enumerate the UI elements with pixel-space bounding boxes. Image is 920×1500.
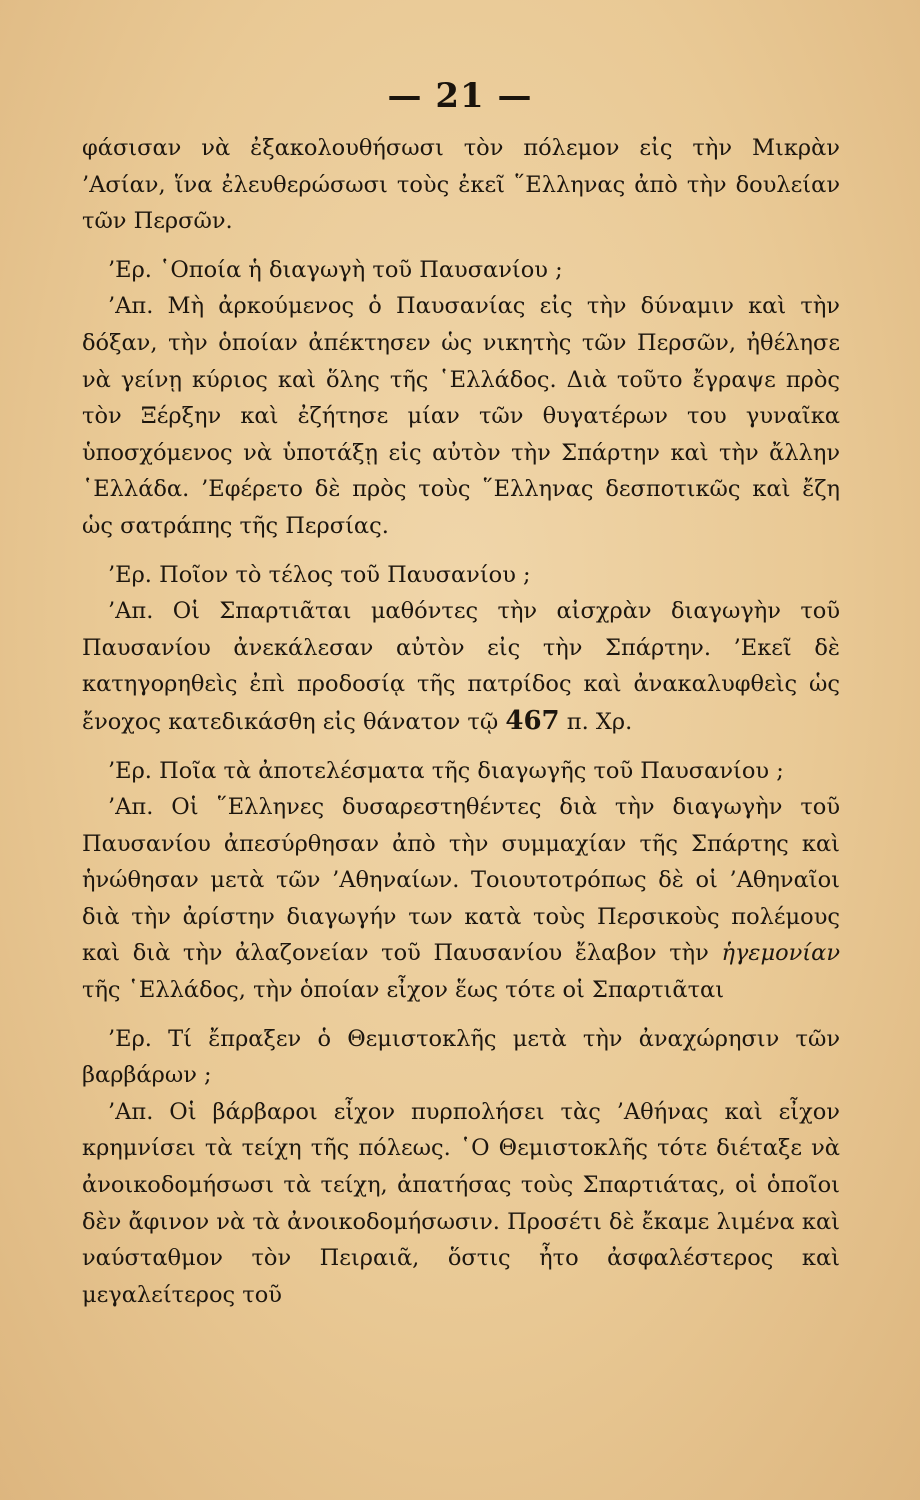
answer-text-part: ’Απ. Οἱ Σπαρτιᾶται μαθόντες τὴν αἰσχρὰν διαγωγὴν τοῦ Παυσανίου ἀνεκάλεσαν αὐτὸν εἰς τὴν Σπάρτην. ’Εκεῖ δὲ κατηγορηθεὶς ἐπὶ προδοσίᾳ τῆς πατρίδος καὶ ἀνακαλυφθεὶς ὡς ἔνοχος κατεδικάσθη εἰς θάνατον τῷ — [82, 598, 840, 735]
answer-text-part: ’Απ. Οἱ ῞Ελληνες δυσαρεστηθέντες διὰ τὴν διαγωγὴν τοῦ Παυσανίου ἀπεσύρθησαν ἀπὸ τὴν συμμαχίαν τῆς Σπάρτης καὶ ἡνώθησαν μετὰ τῶν ’Αθηναίων. Τοιουτοτρόπως δὲ οἱ ’Αθηναῖοι διὰ τὴν ἀρίστην διαγωγήν των κατὰ τοὺς Περσικοὺς πολέμους καὶ διὰ τὴν ἀλαζονείαν τοῦ Παυσανίου ἔλαβον τὴν — [82, 794, 840, 967]
answer-conduct-pausanias: ’Απ. Μὴ ἀρκούμενος ὁ Παυσανίας εἰς τὴν δύναμιν καὶ τὴν δόξαν, τὴν ὁποίαν ἀπέκτησεν ὡς νικητὴς τῶν Περσῶν, ἠθέλησε νὰ γείνῃ κύριος καὶ ὅλης τῆς ῾Ελλάδος. Διὰ τοῦτο ἔγραψε πρὸς τὸν Ξέρξην καὶ ἐζήτησε μίαν τῶν θυγατέρων του γυναῖκα ὑποσχόμενος νὰ ὑποτάξῃ εἰς αὐτὸν τὴν Σπάρτην καὶ τὴν ἄλλην ῾Ελλάδα. ’Εφέρετο δὲ πρὸς τοὺς ῞Ελληνας δεσποτικῶς καὶ ἔζη ὡς σατράπης τῆς Περσίας. — [82, 293, 840, 539]
page-number: — 21 — — [387, 76, 533, 116]
answer-results-conduct — [82, 789, 840, 1009]
answer-text-part: τῆς ῾Ελλάδος, τὴν ὁποίαν εἶχον ἕως τότε οἱ Σπαρτιᾶται — [82, 977, 725, 1004]
paragraph-continuation: φάσισαν νὰ ἐξακολουθήσωσι τὸν πόλεμον εἰς τὴν Μικρὰν ’Ασίαν, ἵνα ἐλευθερώσωσι τοὺς ἐκεῖ ῞Ελληνας ἀπὸ τὴν δουλείαν τῶν Περσῶν. — [82, 135, 840, 235]
question-conduct-pausanias: ’Ερ. ῾Οποία ἡ διαγωγὴ τοῦ Παυσανίου ; — [108, 256, 563, 283]
question-results-conduct: ’Ερ. Ποῖα τὰ ἀποτελέσματα τῆς διαγωγῆς τοῦ Παυσανίου ; — [108, 757, 784, 784]
question-themistocles: ’Ερ. Τί ἔπραξεν ὁ Θεμιστοκλῆς μετὰ τὴν ἀναχώρησιν τῶν βαρβάρων ; — [82, 1025, 840, 1089]
year-number: 467 — [505, 705, 560, 736]
answer-end-pausanias — [82, 593, 840, 740]
emphasized-word: ἡγεμονίαν — [721, 940, 840, 967]
answer-themistocles: ’Απ. Οἱ βάρβαροι εἶχον πυρπολήσει τὰς ’Αθήνας καὶ εἶχον κρημνίσει τὰ τείχη τῆς πόλεως. ῾Ο Θεμιστοκλῆς τότε διέταξε νὰ ἀνοικοδομήσωσι τὰ τείχη, ἀπατήσας τοὺς Σπαρτιάτας, οἱ ὁποῖοι δὲν ἄφινον νὰ τὰ ἀνοικοδομήσωσιν. Προσέτι δὲ ἔκαμε λιμένα καὶ ναύσταθμον τὸν Πειραιᾶ, ὅστις ἦτο ἀσφαλέστερος καὶ μεγαλείτερος τοῦ — [82, 1098, 840, 1308]
question-end-pausanias: ’Ερ. Ποῖον τὸ τέλος τοῦ Παυσανίου ; — [108, 561, 531, 588]
answer-text-part: π. Χρ. — [559, 708, 633, 735]
page-body — [82, 130, 840, 1313]
